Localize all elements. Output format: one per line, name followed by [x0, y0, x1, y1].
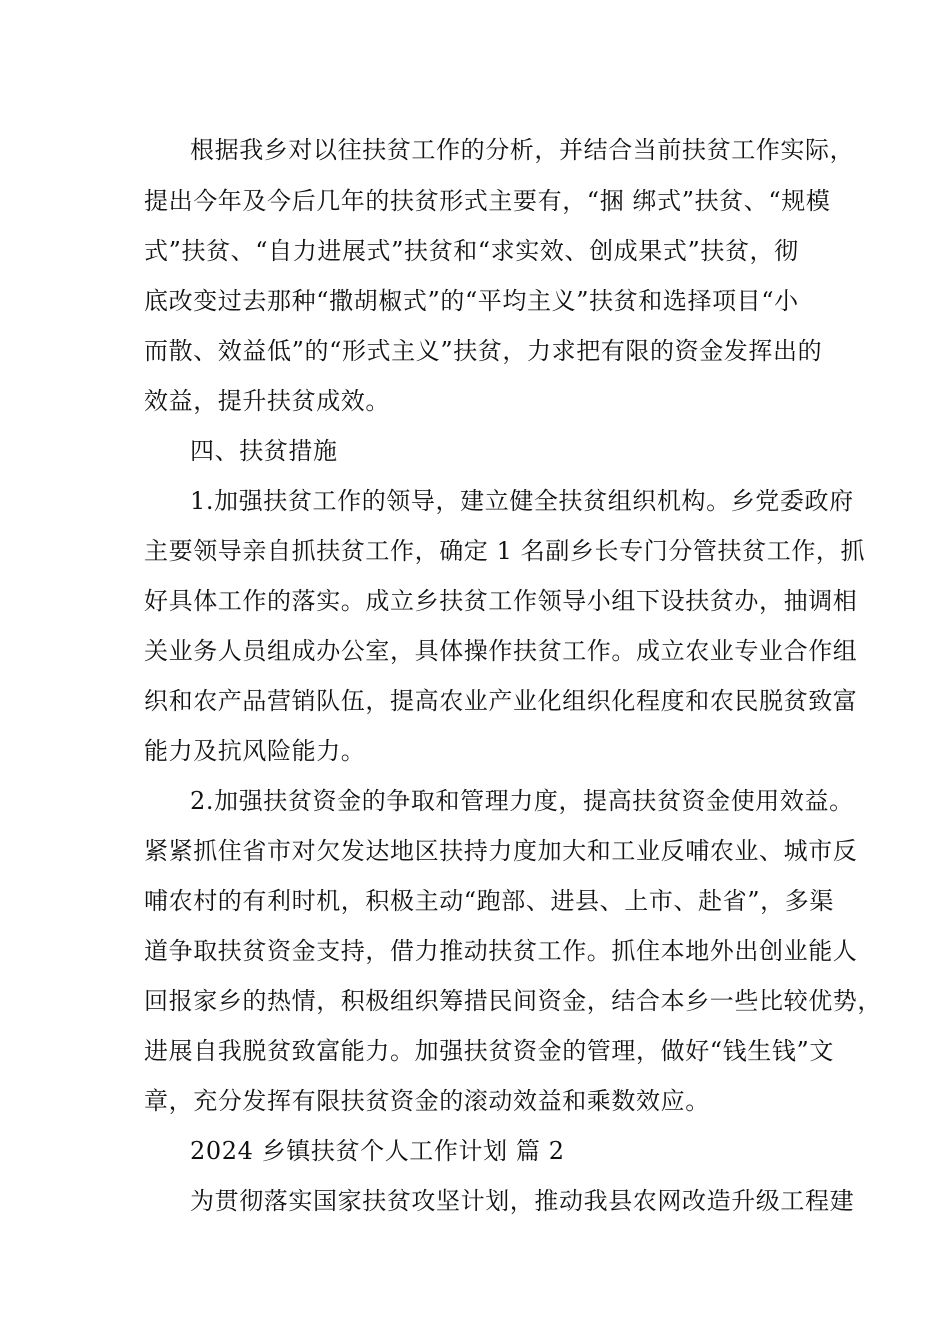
paragraph-line: 哺农村的有利时机，积极主动“跑部、进县、上市、赴省”，多渠 [144, 887, 834, 915]
paragraph-line: 底改变过去那种“撒胡椒式”的“平均主义”扶贫和选择项目“小 [144, 287, 799, 315]
paragraph-line: 好具体工作的落实。成立乡扶贫工作领导小组下设扶贫办，抽调相 [144, 587, 858, 615]
paragraph-line: 提出今年及今后几年的扶贫形式主要有，“捆 绑式”扶贫、“规模 [144, 187, 831, 215]
paragraph-line: 关业务人员组成办公室，具体操作扶贫工作。成立农业专业合作组 [144, 637, 858, 665]
paragraph-line: 道争取扶贫资金支持，借力推动扶贫工作。抓住本地外出创业能人 [144, 937, 858, 965]
paragraph-line: 根据我乡对以往扶贫工作的分析，并结合当前扶贫工作实际， [190, 136, 855, 164]
section-heading: 四、扶贫措施 [190, 437, 338, 465]
paragraph-line: 回报家乡的热情，积极组织筹措民间资金，结合本乡一些比较优势， [144, 987, 882, 1015]
paragraph-line: 而散、效益低”的“形式主义”扶贫，力求把有限的资金发挥出的 [144, 337, 823, 365]
paragraph-line: 效益，提升扶贫成效。 [144, 387, 390, 415]
section-title: 2024 乡镇扶贫个人工作计划 篇 2 [190, 1137, 565, 1165]
paragraph-line: 为贯彻落实国家扶贫攻坚计划，推动我县农网改造升级工程建 [190, 1187, 855, 1215]
paragraph-line: 1.加强扶贫工作的领导，建立健全扶贫组织机构。乡党委政府 [190, 487, 854, 515]
paragraph-line: 进展自我脱贫致富能力。加强扶贫资金的管理，做好“钱生钱”文 [144, 1037, 834, 1065]
paragraph-line: 2.加强扶贫资金的争取和管理力度，提高扶贫资金使用效益。 [190, 787, 854, 815]
paragraph-line: 主要领导亲自抓扶贫工作，确定 1 名副乡长专门分管扶贫工作，抓 [144, 537, 866, 565]
paragraph-line: 能力及抗风险能力。 [144, 737, 366, 765]
paragraph-line: 紧紧抓住省市对欠发达地区扶持力度加大和工业反哺农业、城市反 [144, 837, 858, 865]
paragraph-line: 式”扶贫、“自力进展式”扶贫和“求实效、创成果式”扶贫，彻 [144, 237, 799, 265]
paragraph-line: 织和农产品营销队伍，提高农业产业化组织化程度和农民脱贫致富 [144, 687, 858, 715]
paragraph-line: 章，充分发挥有限扶贫资金的滚动效益和乘数效应。 [144, 1087, 710, 1115]
